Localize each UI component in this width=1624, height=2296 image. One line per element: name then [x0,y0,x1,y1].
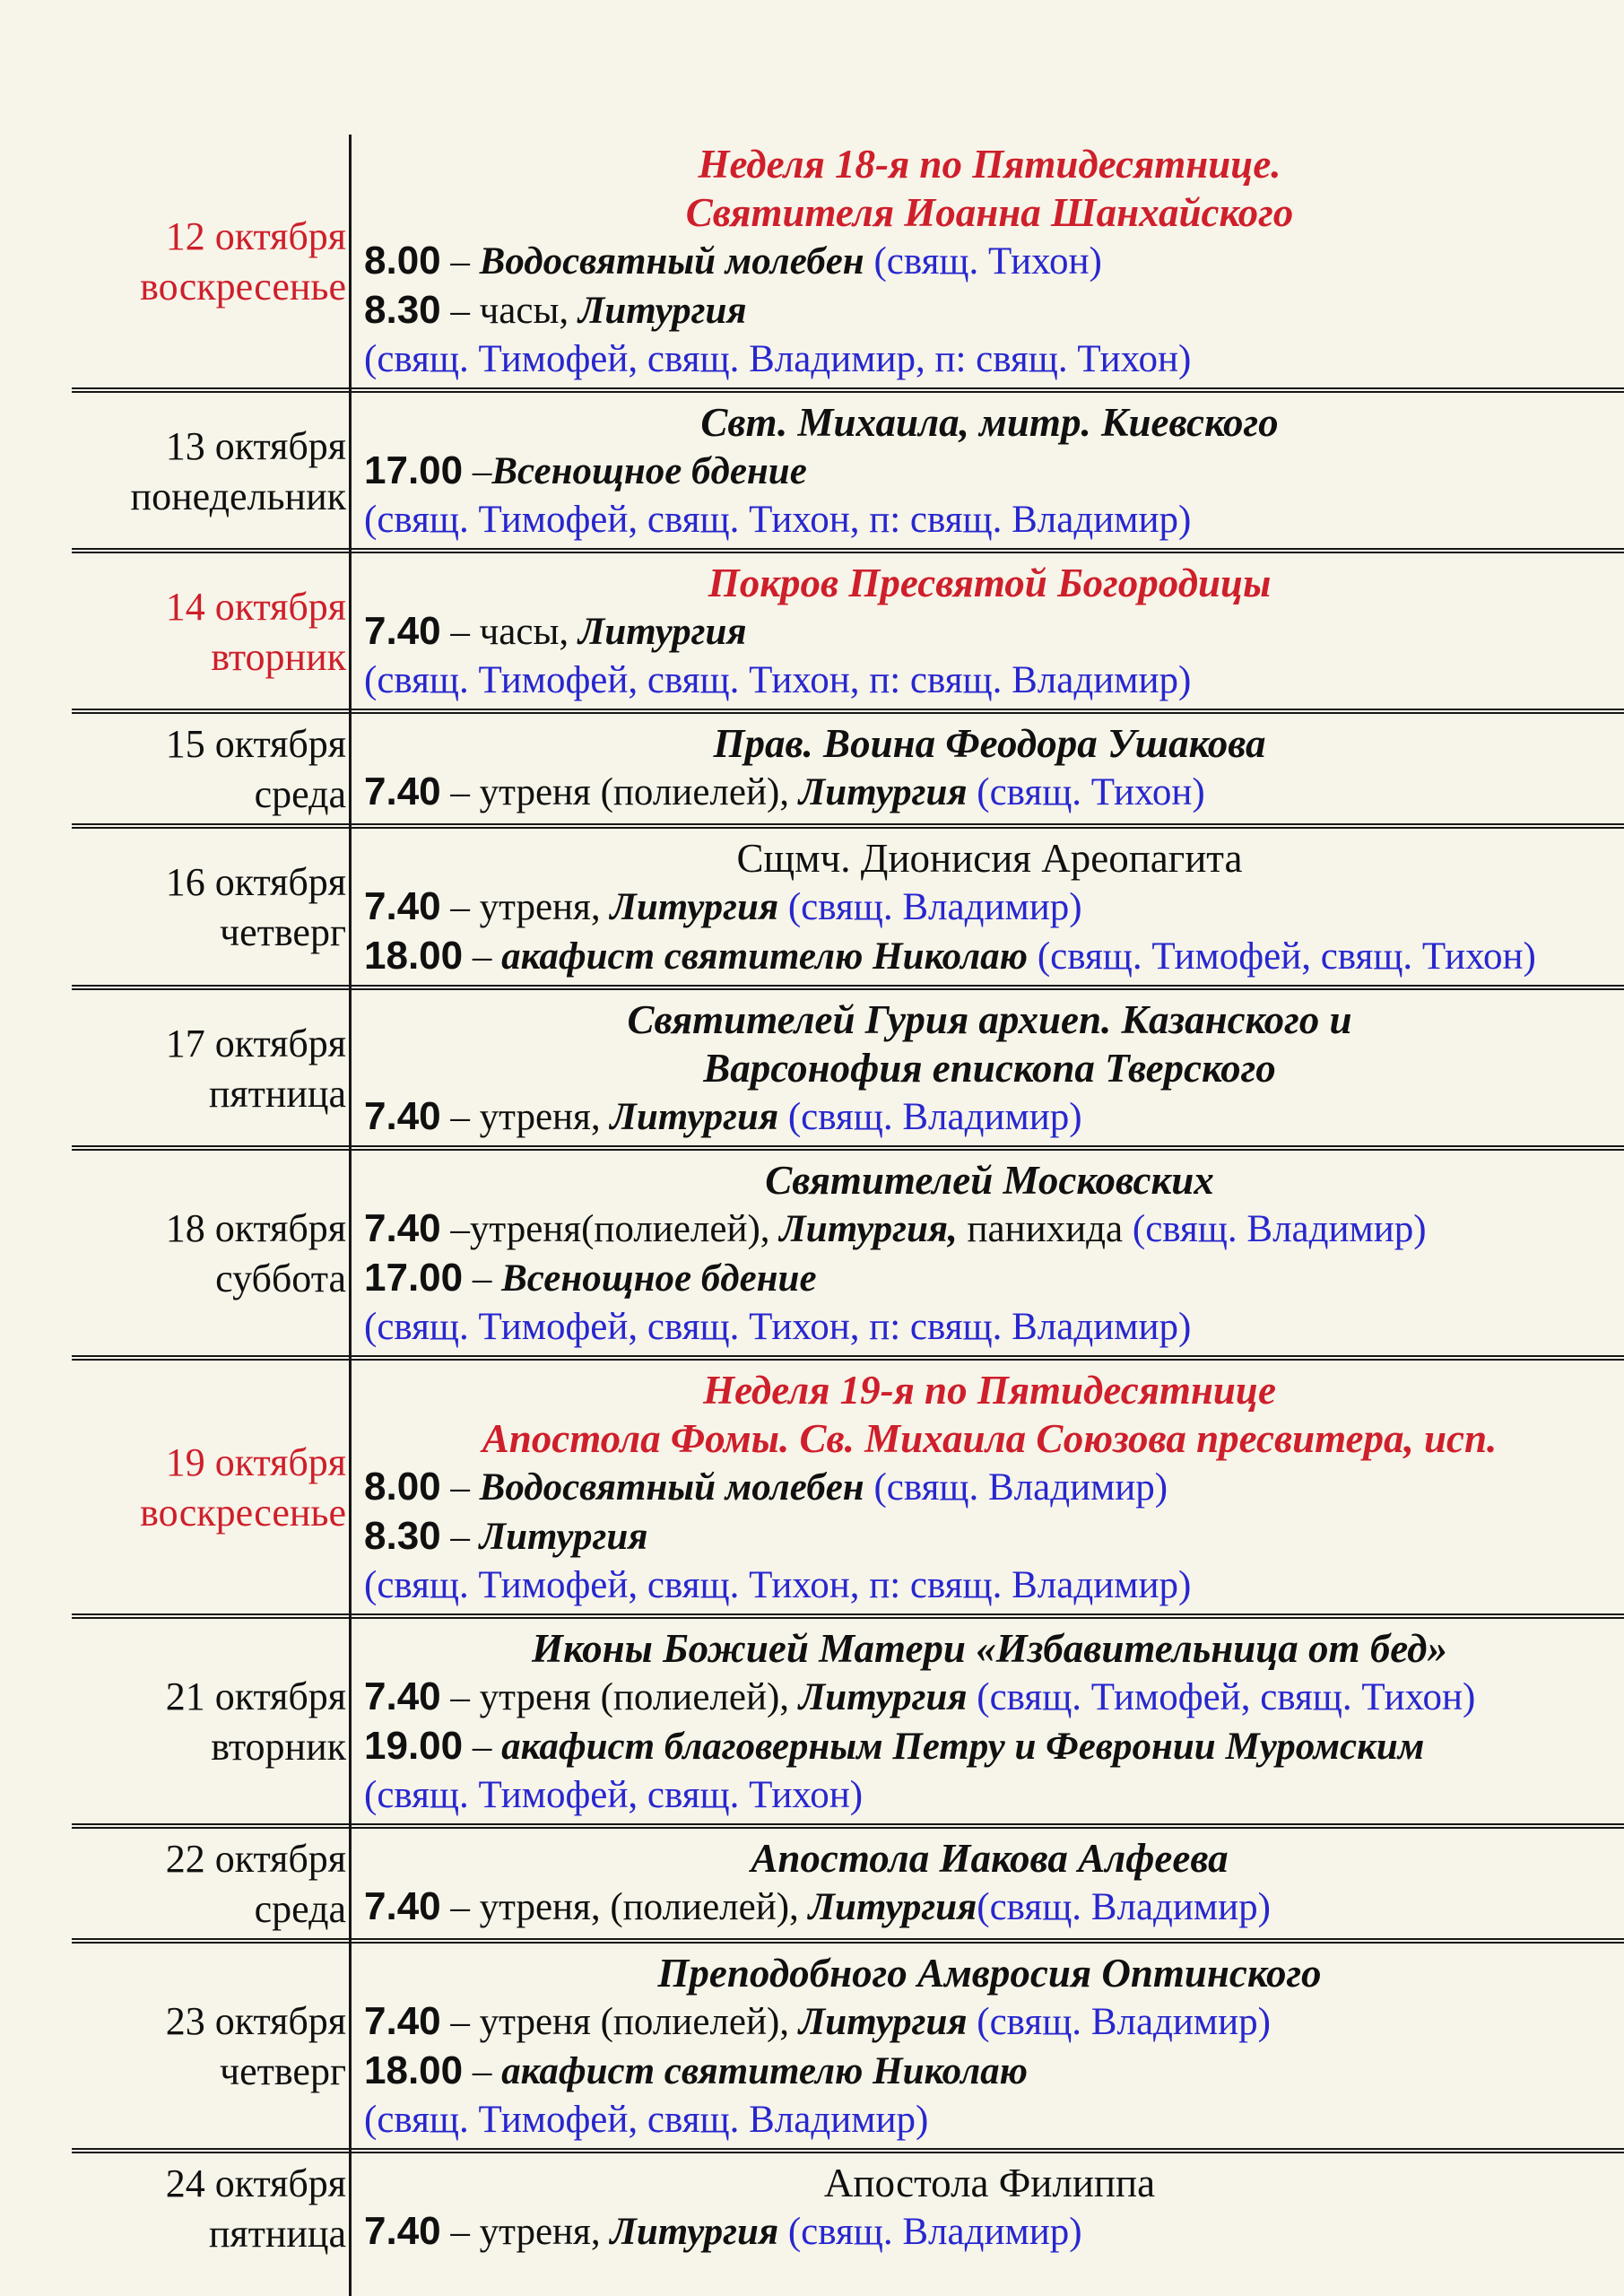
service-line [364,237,1615,286]
service-name: Литургия, [779,1208,958,1250]
service-time: 17.00 [364,448,464,492]
service-text: – часы, [440,611,578,653]
date-line: 14 октября [165,584,346,629]
clergy-inline: (свящ. Владимир) [1132,1208,1427,1250]
content-cell [352,1829,1624,1944]
service-text: – [463,450,492,492]
schedule-row [0,829,1624,990]
date-line: среда [254,772,346,816]
schedule-row [0,553,1624,714]
feast-header: Неделя 18-я по Пятидесятнице. [698,142,1281,187]
clergy-line: (свящ. Тимофей, свящ. Тихон, п: свящ. Владимир) [364,1306,1192,1348]
feast-header: Апостола Иакова Алфеева [751,1836,1229,1881]
schedule-row [0,393,1624,553]
feast-header: Неделя 19-я по Пятидесятнице [703,1368,1276,1413]
service-name: Литургия [798,2001,977,2043]
date-line: воскресенье [140,1491,346,1535]
date-cell [0,990,352,1151]
content-cell [352,2153,1624,2296]
service-name: акафист святителю Николаю [501,935,1038,978]
service-time: 7.40 [364,2209,441,2253]
date-line: пятница [208,2212,346,2256]
feast-header: Варсонофия епископа Тверского [703,1046,1276,1091]
service-name: Литургия [798,771,977,813]
feast-header: Прав. Воина Феодора Ушакова [713,721,1266,766]
service-time: 7.40 [364,1884,441,1928]
service-time: 7.40 [364,770,441,813]
service-text: – [463,935,502,978]
service-name: Всенощное бдение [491,450,807,492]
content-cell [352,135,1624,393]
schedule-row [0,1361,1624,1619]
service-text: – [440,240,480,283]
service-line [364,286,1615,335]
date-line: 17 октября [165,1021,346,1065]
date-line: вторник [211,1725,346,1769]
service-time: 7.40 [364,609,441,653]
date-line: среда [254,1887,346,1931]
service-line [364,1883,1615,1932]
service-text: – утреня, [440,1096,611,1138]
clergy-line: (свящ. Тимофей, свящ. Тихон, п: свящ. Владимир) [364,499,1192,541]
service-line [364,2047,1615,2096]
date-cell [0,829,352,990]
service-line [364,883,1615,932]
content-cell [352,1619,1624,1829]
clergy-line: (свящ. Тимофей, свящ. Тихон, п: свящ. Владимир) [364,659,1192,701]
service-line [364,1512,1615,1561]
service-time: 18.00 [364,934,464,978]
schedule-row [0,1829,1624,1944]
date-line: 24 октября [165,2161,346,2205]
schedule-table [0,135,1624,2296]
feast-header: Сщмч. Дионисия Ареопагита [736,836,1243,881]
feast-header: Апостола Филиппа [823,2161,1156,2205]
clergy-inline: (свящ. Тихон) [873,240,1102,283]
date-line: 16 октября [165,860,346,904]
content-cell [352,714,1624,829]
date-line: суббота [215,1257,346,1300]
service-text: – [440,1516,480,1558]
date-line: четверг [220,2049,346,2093]
service-line [364,607,1615,657]
service-time: 8.30 [364,1514,441,1558]
service-text: – часы, [440,290,578,332]
content-cell [352,990,1624,1151]
service-time: 19.00 [364,1724,464,1768]
clergy-inline: (свящ. Владимир) [873,1466,1168,1509]
date-cell [0,1361,352,1619]
content-cell [352,1361,1624,1619]
service-text: панихида [957,1208,1133,1250]
content-cell [352,1151,1624,1361]
content-cell [352,1944,1624,2153]
clergy-line: (свящ. Тимофей, свящ. Владимир) [364,2099,929,2141]
content-cell [352,829,1624,990]
service-time: 7.40 [364,1206,441,1250]
date-cell [0,1151,352,1361]
schedule-row [0,990,1624,1151]
service-name: Литургия [798,1676,977,1718]
service-line [364,1722,1615,1771]
date-cell [0,1619,352,1829]
clergy-inline: (свящ. Тимофей, свящ. Тихон) [977,1676,1476,1718]
clergy-line: (свящ. Тимофей, свящ. Владимир, п: свящ. Тихон) [364,338,1192,380]
clergy-line: (свящ. Тимофей, свящ. Тихон, п: свящ. Владимир) [364,1564,1192,1606]
service-text: – утреня (полиелей), [440,2001,799,2043]
service-text: – [463,1726,502,1768]
date-cell [0,2153,352,2296]
date-line: воскресенье [140,265,346,309]
service-text: – утреня, [440,886,611,928]
date-line: вторник [211,634,346,679]
schedule-row [0,1944,1624,2153]
service-text: – утреня (полиелей), [440,1676,799,1718]
service-name: Литургия [578,290,747,332]
feast-header: Свт. Михаила, митр. Киевского [700,400,1279,445]
service-text: –утреня(полиелей), [440,1208,780,1250]
date-line: 19 октября [165,1440,346,1484]
date-cell [0,135,352,393]
date-line: 12 октября [165,214,346,258]
service-name: Литургия [479,1516,648,1558]
service-name: Водосвятный молебен [479,1466,874,1509]
feast-header: Святителей Гурия архиеп. Казанского и [627,997,1352,1042]
clergy-line: (свящ. Тимофей, свящ. Тихон) [364,1774,864,1816]
date-line: 23 октября [165,1999,346,2043]
service-time: 17.00 [364,1256,464,1300]
date-line: 18 октября [165,1206,346,1250]
feast-header: Иконы Божией Матери «Избавительница от бед» [532,1626,1447,1671]
service-text: – [440,1466,480,1509]
service-line [364,1463,1615,1512]
content-cell [352,393,1624,553]
clergy-inline: (свящ. Владимир) [787,1096,1082,1138]
date-cell [0,1829,352,1944]
service-name: Литургия [578,611,747,653]
schedule-row [0,714,1624,829]
service-name: Литургия [610,886,788,928]
service-line [364,447,1615,496]
date-line: понедельник [130,474,346,518]
schedule-row [0,135,1624,393]
service-name: Водосвятный молебен [479,240,874,283]
date-cell [0,1944,352,2153]
service-time: 7.40 [364,884,441,928]
service-line [364,1673,1615,1722]
schedule-row [0,2153,1624,2296]
clergy-inline: (свящ. Тимофей, свящ. Тихон) [1037,935,1536,978]
service-name: Литургия [610,1096,788,1138]
service-time: 18.00 [364,2048,464,2092]
service-time: 8.30 [364,288,441,332]
service-name: акафист святителю Николаю [501,2050,1029,2092]
feast-header: Апостола Фомы. Св. Михаила Союзова пресвитера, исп. [482,1416,1498,1461]
date-line: 15 октября [165,722,346,766]
service-text: – утреня, (полиелей), [440,1886,809,1928]
service-time: 7.40 [364,1674,441,1718]
service-time: 7.40 [364,1999,441,2043]
content-cell [352,553,1624,714]
clergy-inline: (свящ. Владимир) [787,886,1082,928]
date-cell [0,393,352,553]
feast-header: Преподобного Амвросия Оптинского [657,1951,1322,1996]
date-line: четверг [220,910,346,954]
service-name: Литургия [808,1886,977,1928]
service-text: – [463,2050,502,2092]
service-time: 8.00 [364,1465,441,1509]
date-line: пятница [208,1071,346,1116]
service-line [364,1205,1615,1254]
clergy-inline: (свящ. Тихон) [977,771,1205,813]
schedule-row [0,1619,1624,1829]
service-name: Литургия [610,2211,788,2253]
date-line: 21 октября [165,1674,346,1718]
service-name: акафист благоверным Петру и Февронии Муромским [501,1726,1425,1768]
service-line [364,1092,1615,1142]
service-text: – [463,1257,502,1300]
feast-header: Святителей Московских [765,1158,1214,1203]
service-line [364,1997,1615,2047]
service-line [364,932,1615,981]
clergy-inline: (свящ. Владимир) [977,2001,1271,2043]
clergy-inline: (свящ. Владимир) [787,2211,1082,2253]
service-time: 8.00 [364,239,441,283]
date-cell [0,553,352,714]
feast-header: Святителя Иоанна Шанхайского [685,190,1294,235]
clergy-inline: (свящ. Владимир) [977,1886,1271,1928]
date-line: 13 октября [165,423,346,468]
feast-header: Покров Пресвятой Богородицы [708,561,1272,605]
service-line [364,768,1615,817]
service-text: – утреня, [440,2211,611,2253]
service-time: 7.40 [364,1094,441,1138]
service-line [364,2207,1615,2257]
date-cell [0,714,352,829]
schedule-row [0,1151,1624,1361]
date-line: 22 октября [165,1837,346,1881]
service-name: Всенощное бдение [501,1257,817,1300]
service-line [364,1254,1615,1303]
service-text: – утреня (полиелей), [440,771,799,813]
